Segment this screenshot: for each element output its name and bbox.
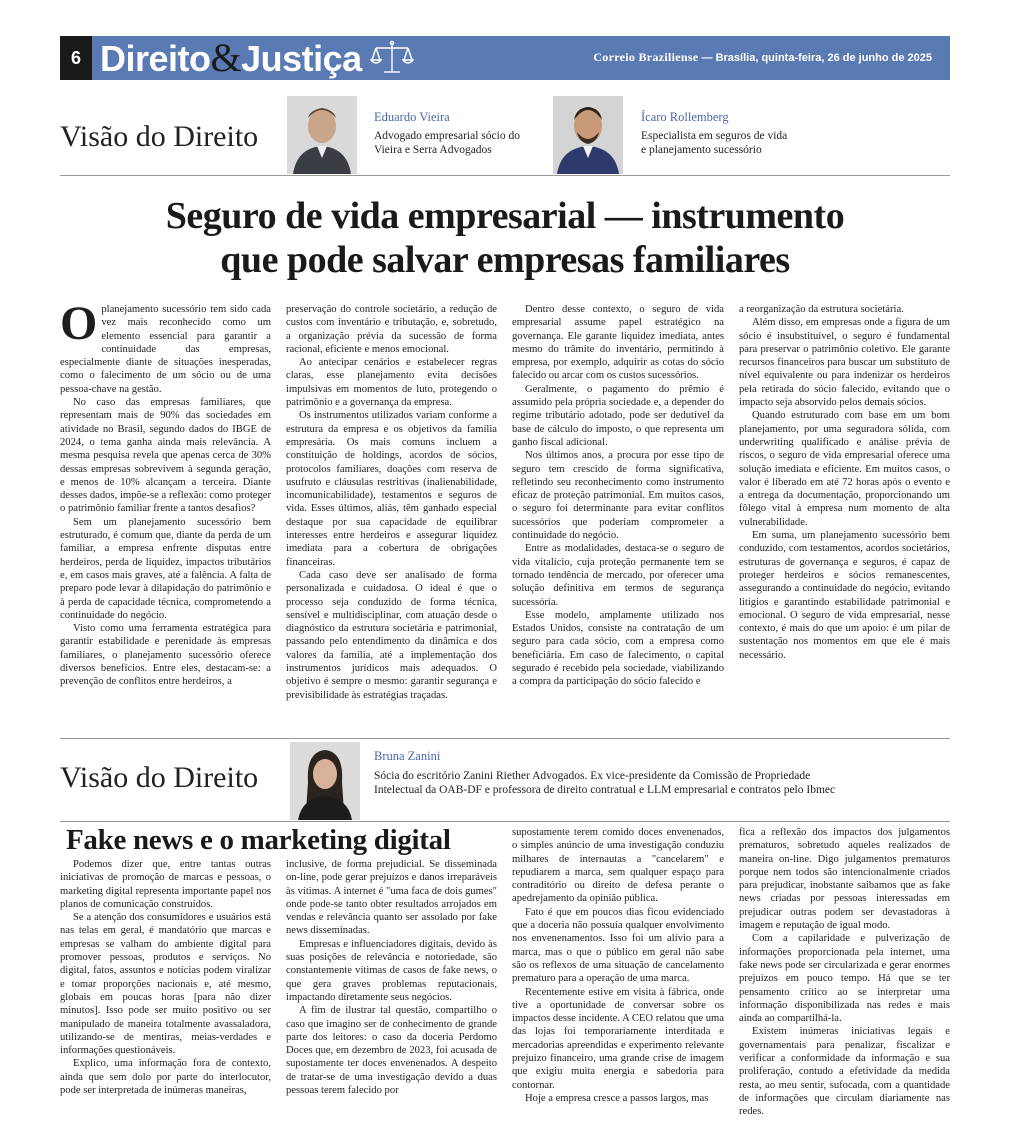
article-column: inclusive, de forma prejudicial. Se disseminada on-line, pode gerar prejuízos e danos irreparáveis às vítimas. A internet é "uma faca de dois gumes" onde pode-se tanto obter resultados arrojados em vendas e relevância quanto ser assolado por fake news disseminadas. Empresas e influenciadores digitais, devido às suas posições de relevância e notoriedade, são constantemente vítimas de casos de fake news, o que gera graves problemas reputacionais, impactando diretamente seus negócios. A fim de ilustrar tal questão, compartilho o caso que imagino ser de conhecimento de grande parte dos leitores: o caso da doceria Perdomo Doces que, em dezembro de 2023, foi acusada de supostamente ter doces envenenados. A despeito de tratar-se de uma investigação devido a duas pessoas terem falecido por [286,859,497,1097]
article-column: Podemos dizer que, entre tantas outras iniciativas de promoção de marcas e pessoas, o marketing digital representa importante papel nos planos de comunicação construídos. Se a atenção dos consumidores e usuários está nas telas em geral, é mandatório que marcas e empresas se valham do ambiente digital para promover pessoas, produtos e serviços. No digital, fatos, assuntos e notícias podem viralizar e tomar proporções nacionais e, até mesmo, globais em poucas horas [para não dizer minutos]. Isso pode ser muito positivo ou ser manipulado de maneira totalmente avassaladora, utilizando-se de mentiras, meias-verdades e informações questionáveis. Explico, uma informação fora de contexto, ainda que sem dolo por parte do interlocutor, pode ser interpretada de inúmeras maneiras, [60,859,271,1097]
section-header [60,36,950,80]
section-title: Direito&Justiça [100,35,362,80]
section-banner [92,36,950,80]
article-headline: Fake news e o marketing digital [66,824,451,856]
article-headline: Seguro de vida empresarial — instrumento que pode salvar empresas familiares [165,195,845,281]
author-photo-icaro [553,96,623,174]
author-photo-eduardo [287,96,357,174]
article-column: Oplanejamento sucessório tem sido cada vez mais reconhecido como um elemento essencial para garantir a continuidade das empresas, especialmente diante de situações inesperadas, como o falecimento de um sócio ou de uma pessoa-chave na gestão. No caso das empresas familiares, que representam mais de 90% das sociedades em atividade no Brasil, segundo dados do IBGE de 2024, o tema ganha ainda mais relevância. A mesma pesquisa revela que apenas cerca de 30% dessas empresas sobrevivem à segunda geração, e menos de 10% alcançam a terceira. Diante desses dados, impõe-se a reflexão: como proteger o patrimônio familiar frente a tantos desafios? Sem um planejamento sucessório bem estruturado, é comum que, diante da perda de um familiar, a empresa enfrente disputas entre herdeiros, perda de liquidez, impactos tributários e, em casos mais graves, até a falência. A falta de preparo pode levar à dilapidação do patrimônio e à perda de capacidade técnica, comprometendo a continuidade do negócio. Visto como uma ferramenta estratégica para garantir estabilidade e perenidade às empresas familiares, o planejamento sucessório oferece diversos benefícios. Entre eles, destacam-se: a prevenção de conflitos entre herdeiros, a [60,303,271,688]
author-strip-top [60,92,950,176]
column-label: Visão do Direito [60,120,259,153]
author-role: Especialista em seguros de vida e planejamento sucessório [641,130,788,156]
article-column: Dentro desse contexto, o seguro de vida empresarial assume papel estratégico na governança. Ele garante liquidez imediata, antes mesmo do trâmite do inventário, permitindo à empresa, por exemplo, adquirir as cotas do sócio falecido ou arcar com os custos sucessórios. Geralmente, o pagamento do prêmio é assumido pela própria sociedade e, a depender do regime tributário adotado, pode ser dedutível da base de cálculo do imposto, o que representa um ganho fiscal adicional. Nos últimos anos, a procura por esse tipo de seguro tem crescido de forma significativa, refletindo seu reconhecimento como instrumento eficaz de proteção patrimonial. Em muitos casos, o seguro foi determinante para evitar conflitos sucessórios que poderiam comprometer a continuidade do negócio. Entre as modalidades, destaca-se o seguro de vida vitalício, cuja proteção permanente tem se tornado tendência de mercado, por oferecer uma solução definitiva em termos de segurança sucessória. Esse modelo, amplamente utilizado nos Estados Unidos, consiste na contratação de um seguro para cada sócio, com a empresa como beneficiária. Em caso de falecimento, o capital segurado é recebido pela sociedade, viabilizando a compra da participação do sócio falecido e [512,304,724,688]
article-column: supostamente terem comido doces envenenados, o simples anúncio de uma investigação conduziu milhares de internautas a "cancelarem" e repudiarem a marca, sem qualquer espaço para contraditório ou direito de defesa perante o apedrejamento da opinião pública. Fato é que em poucos dias ficou evidenciado que a doceria não possuía qualquer envolvimento nos envenenamentos. Isso foi um alívio para a marca, mas o que o público em geral não sabe são os reflexos de uma situação de cancelamento prematuro para a operação de uma marca. Recentemente estive em visita à fábrica, onde tive a oportunidade de conversar sobre os impactos desse incidente. A CEO relatou que uma das lojas foi temporariamente interditada e mercadorias apreendidas e experimento relevante prejuízo financeiro, uma grande crise de imagem que exigiu muita energia e sabedoria para contornar. Hoje a empresa cresce a passos largos, mas [512,827,724,1104]
author-name: Ícaro Rollemberg [641,110,729,124]
article-column: a reorganização da estrutura societária. Além disso, em empresas onde a figura de um sócio é insubstituível, o seguro é fundamental para preservar o patrimônio coletivo. Ele garante recursos financeiros para buscar um substituto de nível equivalente ou para indenizar os herdeiros pela retirada do sócio falecido, evitando que o impacto seja absorvido pelos demais sócios. Quando estruturado com base em um bom planejamento, por uma seguradora sólida, com underwriting qualificado e análise prévia de riscos, o seguro de vida empresarial oferece uma solução imediata e eficiente. Em muitos casos, o valor é liberado em até 72 horas após o evento e a entrega da documentação, proporcionando um fôlego vital à empresa num momento de alta vulnerabilidade. Em suma, um planejamento sucessório bem conduzido, com testamentos, acordos societários, estruturas de governança e seguros, é capaz de proteger herdeiros e sócios remanescentes, assegurando a continuidade do negócio, evitando litígios e garantindo estabilidade patrimonial e emocional. O seguro de vida empresarial, nesse contexto, é mais do que um apoio: é um pilar de sustentação nos momentos em que ele é mais necessário. [739,304,950,661]
page-number: 6 [60,36,92,80]
author-photo-bruna [290,742,360,820]
drop-cap: O [60,303,98,350]
author-role: Sócia do escritório Zanini Riether Advogados. Ex vice-presidente da Comissão de Propriedade Intelectual da OAB-DF e professora de direito contratual e LLM empresarial e contratos pelo Ibmec [374,770,836,796]
author-name: Bruna Zanini [374,749,441,763]
author-role: Advogado empresarial sócio do Vieira e Serra Advogados [374,130,520,156]
author-name: Eduardo Vieira [374,110,450,124]
masthead: Correio Braziliense — Brasília, quinta-feira, 26 de junho de 2025 [593,50,932,64]
column-label: Visão do Direito [60,761,259,794]
article-column: preservação do controle societário, a redução de custos com inventário e tributação, e, sobretudo, a organização prévia da sucessão de forma racional, eficiente e menos emocional. Ao antecipar cenários e estabelecer regras claras, esse planejamento evita decisões impulsivas em momentos de luto, protegendo o patrimônio e a governança da empresa. Os instrumentos utilizados variam conforme a estrutura da empresa e os objetivos da família empresária. Os mais comuns incluem a constituição de holdings, acordos de sócios, protocolos familiares, doações com reserva de usufruto e cláusulas restritivas (inalienabilidade, incomunicabilidade), testamentos e seguros de vida. Esses últimos, aliás, têm ganhado especial destaque por sua capacidade de equilibrar interesses entre herdeiros e assegurar liquidez imediata para a cobertura de obrigações financeiras. Cada caso deve ser analisado de forma personalizada e cuidadosa. O ideal é que o processo seja conduzido de forma técnica, sensível e multidisciplinar, com atuação desde o diagnóstico da estrutura societária e patrimonial, passando pelo entendimento da dinâmica e dos valores da família, até a implementação dos instrumentos jurídicos mais adequados. O objetivo é sempre o mesmo: garantir segurança e previsibilidade às estratégias traçadas. [286,304,497,701]
article-column: fica a reflexão dos impactos dos julgamentos prematuros, sobretudo aqueles realizados de maneira on-line. Digo julgamentos prematuros porque nem todos são intencionalmente criados para prejudicar, inobstante saibamos que as fake news criadas por pessoas interessadas em prejudicar outras podem ser devastadoras à imagem e reputação de igual modo. Com a capilaridade e pulverização de informações proporcionada pela internet, uma fake news pode ser circularizada e gerar enormes prejuízos em pouco tempo. Há que se ter pensamento crítico ao se interpretar uma informação disponibilizada nas redes e mais ainda ao compartilhá-la. Existem inúmeras iniciativas legais e governamentais para penalizar, fiscalizar e verificar a conformidade da informação e sua proliferação, contudo a efetividade da medida resta, ao meu sentir, sufocada, com a quantidade de informações que circulam diariamente nas redes. [739,827,950,1118]
author-strip-bottom [60,738,950,822]
scales-of-justice-icon [370,40,414,76]
